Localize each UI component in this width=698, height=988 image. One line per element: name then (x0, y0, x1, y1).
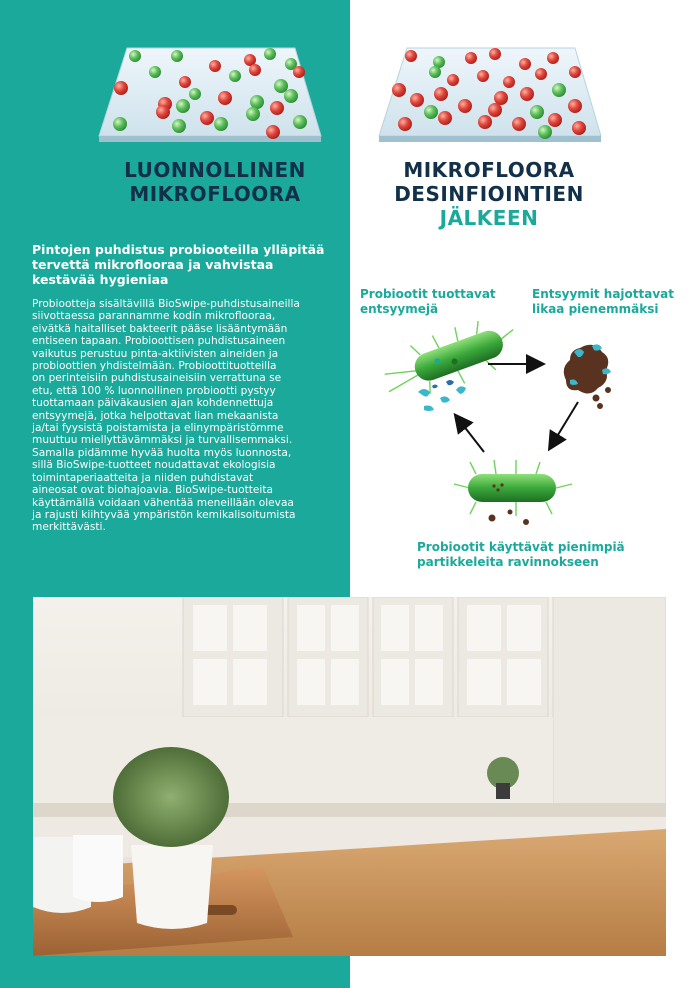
title-line: LUONNOLLINEN (124, 158, 306, 182)
cycle-step-1-label (360, 287, 496, 317)
intro-body: Probiootteja sisältävillä BioSwipe-puhdistusaineilla siivottaessa parannamme kodin mikroflooraa, eivätkä haitalliset bakteerit pääse lisääntymään entiseen tapaan. Probioottisen puhdistusaineen vaikutus perustuu pinta-aktiivisten aineiden ja probioottien yhdistelmään. Probioottituotteilla on perinteisiin puhdistusaineisiin verrattuna se etu, että 100 % luonnollinen probiootti pystyy tuottamaan päiväkausien ajan kohdennettuja entsyymejä, jotka helpottavat lian mekaanista ja/tai fyysistä poistamista ja elinympäristömme muuttuu miellyttävämmäksi ja turvallisemmaksi. Samalla pidämme hyvää huolta myös luonnosta, sillä BioSwipe-tuotteet noudattavat ekologisia toimintaperiaatteita ja niiden puhdistavat aineosat ovat biohajoavia. BioSwipe-tuotteita käyttämällä voidaan vähentää meneillään olevaa ja rajusti kiihtyvää ympäristön kemikalisoitumista merkittävästi. (32, 298, 300, 534)
disinfected-microflora-surface (375, 44, 605, 154)
label-line: Entsyymit hajottavat (532, 287, 675, 301)
label-line: Probiootit käyttävät pienimpiä (417, 540, 625, 554)
after-disinfection-title (375, 158, 603, 230)
probiotic-cycle-diagram (370, 320, 690, 535)
label-line: partikkeleita ravinnokseen (417, 555, 599, 569)
label-line: likaa pienemmäksi (532, 302, 659, 316)
arrow-icon (456, 416, 484, 452)
natural-microflora-title (80, 158, 350, 206)
enzyme-icon (418, 386, 466, 411)
bacterium-icon (454, 460, 572, 516)
title-line: DESINFIOINTIEN (394, 182, 584, 206)
label-line: entsyymejä (360, 302, 439, 316)
title-line: MIKROFLOORA (403, 158, 575, 182)
dirt-particle-icon (489, 510, 530, 526)
title-line-accent: JÄLKEEN (439, 206, 539, 230)
title-line: MIKROFLOORA (129, 182, 301, 206)
intro-heading: Pintojen puhdistus probiooteilla ylläpitää tervettä mikroflooraa ja vahvistaa kestävää hygieniaa (32, 242, 325, 287)
label-line: Probiootit tuottavat (360, 287, 496, 301)
cycle-step-2-label (532, 287, 674, 317)
dirt-particle-icon (564, 345, 611, 409)
cycle-step-3-label (417, 540, 625, 570)
kitchen-photo (33, 597, 666, 956)
kitchen-illustration (33, 597, 666, 956)
natural-microflora-surface (95, 44, 325, 154)
enzyme-icon (432, 380, 454, 388)
arrow-icon (550, 402, 578, 448)
